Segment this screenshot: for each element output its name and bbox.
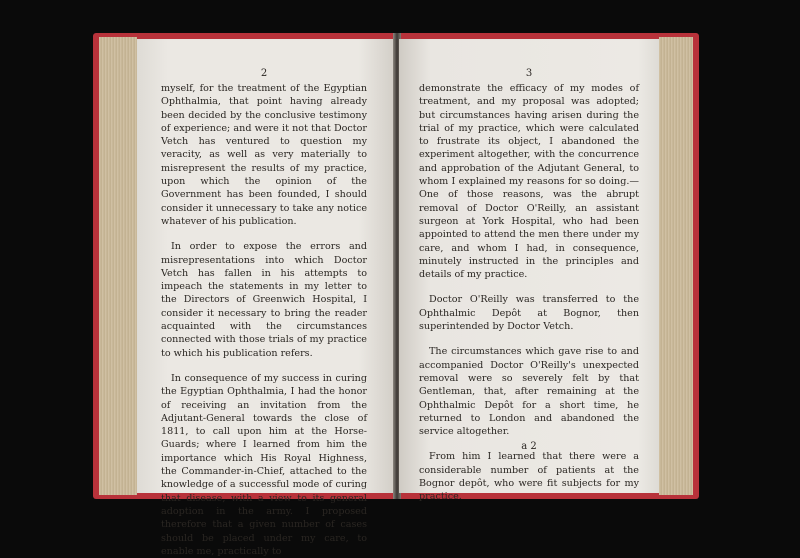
paragraph: myself, for the treatment of the Egyptian Ophthalmia, that point having already been decided by the conclusive testimony of experience; and were it not that Doctor Vetch has ventured to question my veracity, as well as very materially to misrepresent the results of my practice, upon which the opinion of the Government has been founded, I should consider it unnecessary to take any notice whatever of his publication.: [161, 83, 367, 227]
paragraph: In order to expose the errors and misrepresentations into which Doctor Vetch has fallen in his attempts to impeach the statements in my letter to the Directors of Greenwich Hospital, I consider it necessary to bring the reader acquainted with the circumstances connected with those trials of my practice to which his publication refers.: [161, 241, 367, 359]
paragraph: The circumstances which gave rise to and accompanied Doctor O'Reilly's unexpected removal were so severely felt by that Gentleman, that, after remaining at the Ophthalmic Depôt for a short time, he returned to London and abandoned the service altogether.: [419, 346, 639, 438]
right-page: [399, 39, 659, 503]
paragraph: From him I learned that there were a considerable number of patients at the Bognor depôt, who were fit subjects for my practice.: [419, 451, 639, 503]
signature-mark: a 2: [521, 440, 537, 452]
page-number-left: 2: [260, 68, 268, 79]
left-page: [137, 39, 395, 557]
page-number-right: 3: [525, 68, 533, 79]
paragraph: In consequence of my success in curing the Egyptian Ophthalmia, I had the honor of receiving an invitation from the Adjutant-General towards the close of 1811, to call upon him at the Horse-Guards; where I learned from him the importance which His Royal Highness, the Commander-in-Chief, attached to the knowledge of a successful mode of curing that disease, with a view to its general adoption in the army. I proposed therefore that a given number of cases should be placed under my care, to enable me, practically to: [161, 372, 367, 557]
paragraph: Doctor O'Reilly was transferred to the Ophthalmic Depôt at Bognor, then superintended by Doctor Vetch.: [419, 294, 639, 333]
open-book: [93, 33, 699, 557]
paragraph: demonstrate the efficacy of my modes of treatment, and my proposal was adopted; but circumstances having arisen during the trial of my practice, which were calculated to frustrate its object, I abandoned the experiment altogether, with the concurrence and approbation of the Adjutant General, to whom I explained my reasons for so doing.—One of those reasons, was the abrupt removal of Doctor O'Reilly, an assistant surgeon at York Hospital, who had been appointed to attend the men there under my care, and whom I had, in consequence, minutely instructed in the principles and details of my practice.: [419, 83, 639, 281]
page-edges-right: [659, 37, 693, 495]
page-edges-left: [99, 37, 137, 495]
